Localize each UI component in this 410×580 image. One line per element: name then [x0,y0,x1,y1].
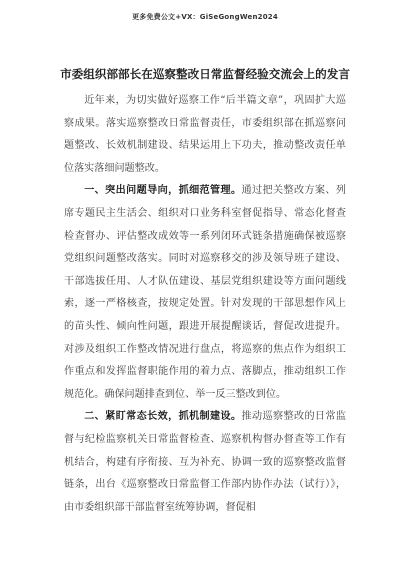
paragraph-text: 通过把关整改方案、列席专题民主生活会、组织对口业务科室督促指导、常态化督查检查督办、评估整改成效等一系列闭环式链条措施确保被巡察党组织问题整改落实。同时对巡察移交的涉及领导班子建设、干部选拔任用、人才队伍建设、基层党组织建设等方面问题线索，逐一严格核查，按规定处置。针对发现的干部思想作风上的苗头性、倾向性问题，跟进开展提醒谈话，督促改进提升。对涉及组织工作整改情况进行盘点，将巡察的焦点作为组织工作重点和发挥监督职能作用的着力点、落脚点，推动组织工作规范化。确保问题排查到位、举一反三整改到位。 [64,185,347,400]
paragraph-section-1 [64,180,346,406]
paragraph-intro [64,90,346,180]
document-title: 市委组织部部长在巡察整改日常监督经验交流会上的发言 [60,67,350,81]
paragraph-section-2 [64,406,346,519]
document-body [64,90,346,519]
paragraph-text: 近年来，为切实做好巡察工作“后半篇文章”，巩固扩大巡察成果。落实巡察整改日常监督责任，市委组织部在抓巡察问题整改、长效机制建设、结果运用上下功夫，推动整改责任单位落实落细问题整改。 [64,95,346,174]
paragraph-text: 推动巡察整改的日常监督与纪检监察机关日常监督检查、巡察机构督办督查等工作有机结合，构建有序衔接、互为补充、协调一致的巡察整改监督链条，出台《巡察整改日常监督工作部内协作办法（试行）》，由市委组织部干部监督室统筹协调，督促相 [64,411,347,513]
header-note: 更多免费公文+VX：GiSeGongWen2024 [132,13,278,21]
section-heading-1: 一、突出问题导向，抓细范管理。 [84,185,242,197]
section-heading-2: 二、紧盯常态长效，抓机制建设。 [84,411,242,423]
